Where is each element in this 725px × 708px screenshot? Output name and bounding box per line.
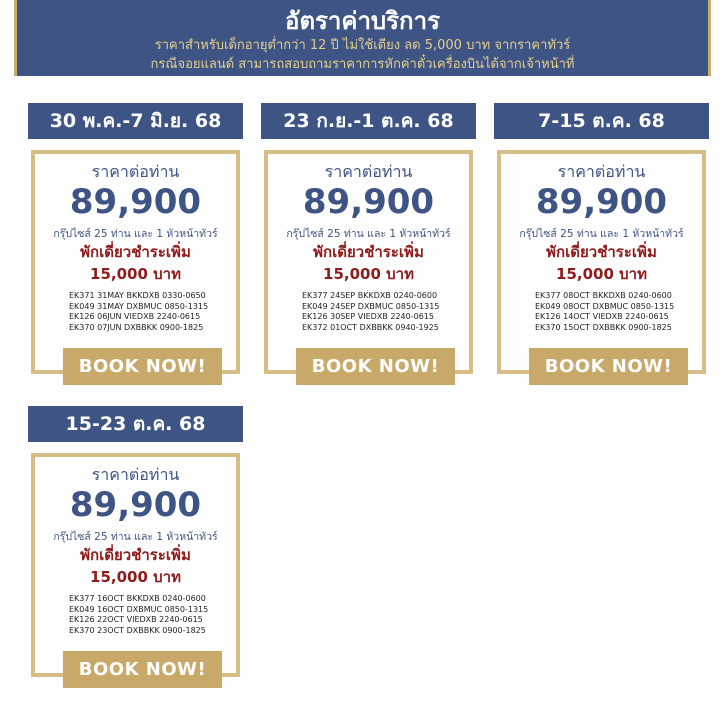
flight-item: EK370 07JUN DXBBKK 0900-1825 [69, 322, 204, 332]
single-supplement-label: พักเดี่ยวชำระเพิ่ม [546, 243, 657, 261]
group-size: กรุ๊ปไซส์ 25 ท่าน และ 1 หัวหน้าทัวร์ [519, 228, 684, 240]
travel-date: 30 พ.ค.-7 มิ.ย. 68 [28, 103, 243, 139]
single-supplement-amount: 15,000 บาท [556, 265, 647, 283]
flight-item: EK371 31MAY BKKDXB 0330-0650 [69, 291, 206, 300]
flight-item: EK049 24SEP DXBMUC 0850-1315 [302, 301, 440, 311]
price-label: ราคาต่อท่าน [91, 162, 180, 181]
flight-list [268, 291, 469, 333]
flight-item: EK377 16OCT BKKDXB 0240-0600 [69, 594, 206, 603]
price-box [497, 150, 706, 377]
group-size: กรุ๊ปไซส์ 25 ท่าน และ 1 หัวหน้าทัวร์ [53, 531, 218, 543]
price-value: 89,900 [69, 485, 202, 525]
page-title: อัตราค่าบริการ [285, 7, 440, 35]
price-box [31, 150, 240, 377]
flight-item: EK126 30SEP VIEDXB 2240-0615 [302, 312, 434, 321]
flight-item: EK126 14OCT VIEDXB 2240-0615 [535, 312, 669, 321]
price-box [31, 453, 240, 680]
price-label: ราคาต่อท่าน [557, 162, 646, 181]
price-value: 89,900 [69, 182, 202, 222]
single-supplement-label: พักเดี่ยวชำระเพิ่ม [313, 243, 424, 261]
flight-item: EK372 01OCT DXBBKK 0940-1925 [302, 322, 439, 332]
flight-item: EK377 24SEP BKKDXB 0240-0600 [302, 291, 438, 300]
flight-item: EK370 15OCT DXBBKK 0900-1825 [535, 322, 672, 332]
tour-card [261, 103, 476, 377]
flight-list [35, 594, 236, 636]
price-label: ราคาต่อท่าน [324, 162, 413, 181]
travel-date: 23 ก.ย.-1 ต.ค. 68 [261, 103, 476, 139]
flight-item: EK126 22OCT VIEDXB 2240-0615 [69, 615, 203, 624]
flight-list [501, 291, 702, 333]
price-box [264, 150, 473, 377]
price-label: ราคาต่อท่าน [91, 465, 180, 484]
price-value: 89,900 [535, 182, 668, 222]
tour-card [28, 406, 243, 680]
flight-list [35, 291, 236, 333]
price-value: 89,900 [302, 182, 435, 222]
flight-item: EK049 16OCT DXBMUC 0850-1315 [69, 604, 209, 614]
single-supplement-amount: 15,000 บาท [90, 265, 181, 283]
travel-date: 7-15 ต.ค. 68 [494, 103, 709, 139]
flight-item: EK049 31MAY DXBMUC 0850-1315 [69, 301, 209, 311]
book-now-button[interactable]: BOOK NOW! [529, 348, 688, 385]
single-supplement-label: พักเดี่ยวชำระเพิ่ม [80, 243, 191, 261]
single-supplement-amount: 15,000 บาท [323, 265, 414, 283]
flight-item: EK377 08OCT BKKDXB 0240-0600 [535, 291, 672, 300]
book-now-button[interactable]: BOOK NOW! [296, 348, 455, 385]
single-supplement-label: พักเดี่ยวชำระเพิ่ม [80, 546, 191, 564]
flight-item: EK126 06JUN VIEDXB 2240-0615 [69, 312, 201, 321]
flight-item: EK370 23OCT DXBBKK 0900-1825 [69, 625, 206, 635]
tour-card [494, 103, 709, 377]
single-supplement-amount: 15,000 บาท [90, 568, 181, 586]
tour-card [28, 103, 243, 377]
joinland-note: กรณีจอยแลนด์ สามารถสอบถามราคาการหักค่าตั๋วเครื่องบินได้จากเจ้าหน้าที่ [150, 57, 575, 72]
book-now-button[interactable]: BOOK NOW! [63, 348, 222, 385]
group-size: กรุ๊ปไซส์ 25 ท่าน และ 1 หัวหน้าทัวร์ [286, 228, 451, 240]
travel-date: 15-23 ต.ค. 68 [28, 406, 243, 442]
child-price-note: ราคาสำหรับเด็กอายุต่ำกว่า 12 ปี ไม่ใช้เตียง ลด 5,000 บาท จากราคาทัวร์ [154, 38, 571, 53]
group-size: กรุ๊ปไซส์ 25 ท่าน และ 1 หัวหน้าทัวร์ [53, 228, 218, 240]
page-header [14, 0, 711, 76]
flight-item: EK049 08OCT DXBMUC 0850-1315 [535, 301, 675, 311]
book-now-button[interactable]: BOOK NOW! [63, 651, 222, 688]
